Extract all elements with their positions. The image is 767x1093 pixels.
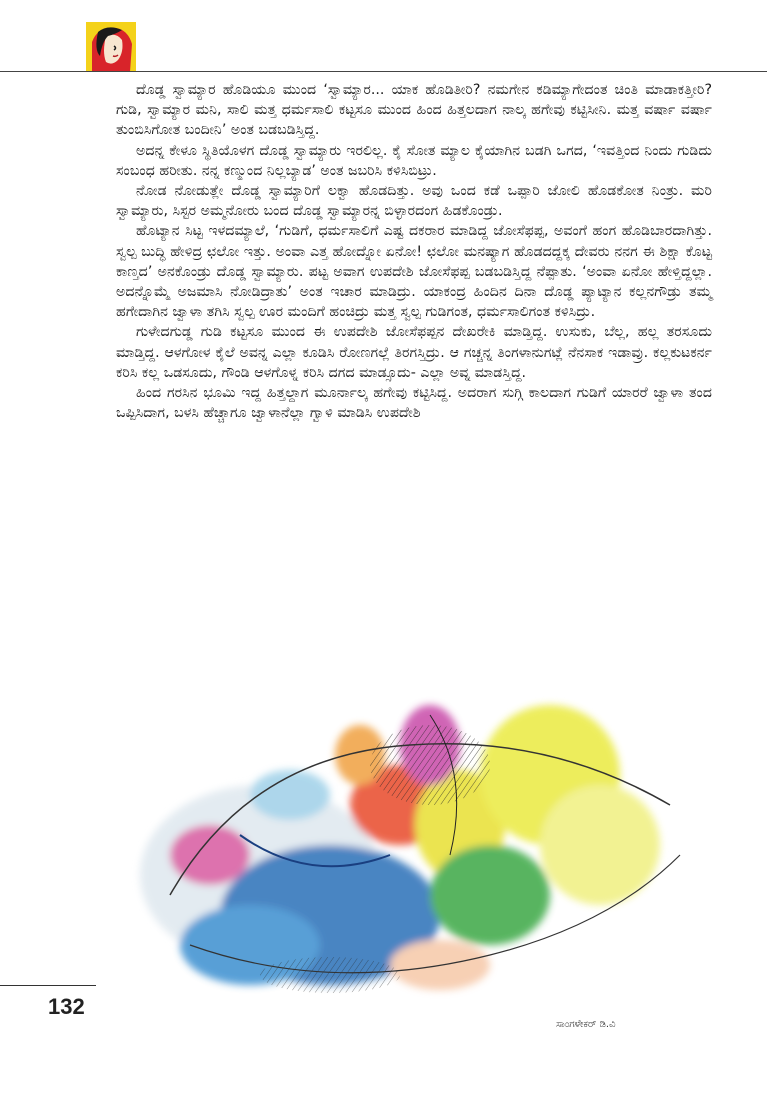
page-number: 132: [48, 994, 85, 1019]
article-body: [116, 80, 712, 423]
paragraph: ನೋಡ ನೋಡುತ್ಲೇ ದೊಡ್ಡ ಸ್ವಾಮ್ಯಾರಿಗೆ ಲಕ್ವಾ ಹೊಡದಿತ್ತು. ಅವು ಒಂದ ಕಡೆ ಒಪ್ಪಾರಿ ಜೋಲಿ ಹೊಡಕೋತ ನಿಂತ್ರು. ಮರಿ ಸ್ವಾಮ್ಯಾರು, ಸಿಸ್ಟರ ಅಮ್ಮನೋರು ಬಂದ ದೊಡ್ಡ ಸ್ವಾಮ್ಯಾರನ್ನ ಬಿಳ್ಳಾರದಂಗ ಹಿಡಕೊಂಡ್ರು.: [116, 183, 712, 220]
header-divider: [0, 71, 767, 72]
stylized-face-logo-icon: [86, 22, 136, 72]
illustration-credit: ಸಾಂಗಳೇಕರ್ ಡಿ.ವಿ: [556, 1019, 616, 1030]
paragraph: ಹೊಟ್ಯಾನ ಸಿಟ್ಟ ಇಳದಮ್ಯಾಲೆ, ‘ಗುಡಿಗೆ, ಧರ್ಮಸಾಲಿಗೆ ಎಷ್ಟ ದಕರಾರ ಮಾಡಿದ್ದ ಜೋಸೆಫಪ್ಪ, ಅವಂಗೆ ಹಂಗ ಹೊಡಿಬಾರದಾಗಿತ್ತು. ಸ್ವಲ್ಪ ಬುದ್ಧಿ ಹೇಳಿದ್ರ ಛಲೋ ಇತ್ತು. ಅಂವಾ ಎತ್ತ ಹೋದ್ನೋ ಏನೋ! ಛಲೋ ಮನಷ್ಯಾಗ ಹೊಡದದ್ದಕ್ಕ ದೇವರು ನನಗ ಈ ಶಿಕ್ಷಾ ಕೊಟ್ಟ ಕಾಣ್ತದ’ ಅನಕೊಂಡ್ರು ದೊಡ್ಡ ಸ್ವಾಮ್ಯಾರು. ಪಟ್ಟ ಅವಾಗ ಉಪದೇಶಿ ಜೋಸೆಫಪ್ಪ ಬಡಬಡಿಸ್ತಿದ್ದ ನೆಪ್ಪಾತು. ‘ಅಂವಾ ಏನೋ ಹೇಳ್ತಿದ್ದಲ್ಲಾ. ಅದನ್ನೊಮ್ಮೆ ಅಜಮಾಸಿ ನೋಡಿದ್ರಾತು’ ಅಂತ ಇಚಾರ ಮಾಡಿದ್ರು. ಯಾಕಂದ್ರ ಹಿಂದಿನ ದಿನಾ ದೊಡ್ಡ ಪ್ಯಾಟ್ಯಾನ ಕಲ್ಲನಗೌಡ್ರು ತಮ್ಮ ಹಗೇದಾಗಿನ ಜ್ವಾಳಾ ತಗಿಸಿ ಸ್ವಲ್ಪ ಊರ ಮಂದಿಗೆ ಹಂಚಿದ್ರು ಮತ್ತ ಸ್ವಲ್ಪ ಗುಡಿಗಂತ, ಧರ್ಮಸಾಲಿಗಂತ ಕಳಿಸಿದ್ರು.: [116, 223, 712, 321]
watercolor-abstract-illustration: [130, 655, 710, 1015]
footer-divider: [0, 985, 96, 986]
paragraph: ಅದನ್ನ ಕೇಳೂ ಸ್ಥಿತಿಯೊಳಗ ದೊಡ್ಡ ಸ್ವಾಮ್ಯಾರು ಇರಲಿಲ್ಲ. ಕೈ ಸೋತ ಮ್ಯಾಲ ಕೈಯಾಗಿನ ಬಡಗಿ ಒಗದ, ‘ಇವತ್ತಿಂದ ನಿಂದು ಗುಡಿದು ಸಂಬಂಧ ಹರೀತು. ನನ್ನ ಕಣ್ಮುಂದ ನಿಲ್ಲಬ್ಯಾಡ’ ಅಂತ ಜಬರಿಸಿ ಕಳಿಸಿಬಿಟ್ರು.: [116, 142, 712, 179]
paragraph: ದೊಡ್ಡ ಸ್ವಾಮ್ಯಾರ ಹೊಡಿಯೂ ಮುಂದ ‘ಸ್ವಾಮ್ಯಾರ... ಯಾಕ ಹೊಡಿತೀರಿ? ನಮಗೇನ ಕಡಿಮ್ಯಾಗೇದಂತ ಚಿಂತಿ ಮಾಡಾಕತ್ತೀರಿ? ಗುಡಿ, ಸ್ವಾಮ್ಯಾರ ಮನಿ, ಸಾಲಿ ಮತ್ತ ಧರ್ಮಸಾಲಿ ಕಟ್ಟಸೂ ಮುಂದ ಹಿಂದ ಹಿತ್ತಲದಾಗ ನಾಲ್ಕ ಹಗೇವು ಕಟ್ಟಿಸೀನಿ. ಮತ್ತ ವರ್ಷಾ ವರ್ಷಾ ತುಂಬಿಸಿಗೋತ ಬಂದೀನಿ’ ಅಂತ ಬಡಬಡಿಸ್ತಿದ್ದ.: [116, 82, 712, 139]
paragraph: ಹಿಂದ ಗರಸಿನ ಭೂಮಿ ಇದ್ದ ಹಿತ್ತಲ್ದಾಗ ಮೂರ್ನಾಲ್ಕ ಹಗೇವು ಕಟ್ಟಿಸಿದ್ದ. ಅದರಾಗ ಸುಗ್ಗಿ ಕಾಲದಾಗ ಗುಡಿಗೆ ಯಾರರೆ ಜ್ವಾಳಾ ತಂದ ಒಪ್ಪಿಸಿದಾಗ, ಬಳಸಿ ಹೆಚ್ಚಾಗೂ ಜ್ವಾಳಾನೆಲ್ಲಾ ಗ್ವಾಳಿ ಮಾಡಿಸಿ ಉಪದೇಶಿ: [116, 385, 712, 422]
paragraph: ಗುಳೇದಗುಡ್ಡ ಗುಡಿ ಕಟ್ಟಸೂ ಮುಂದ ಈ ಉಪದೇಶಿ ಜೋಸೆಫಪ್ಪನ ದೇಖರೇಕಿ ಮಾಡ್ತಿದ್ದ. ಉಸುಕು, ಬೆಲ್ಲ, ಹಲ್ಲ ತರಸೂದು ಮಾಡ್ತಿದ್ದ. ಆಳಗೋಳ ಕೈಲೆ ಅವನ್ನ ಎಲ್ಲಾ ಕೂಡಿಸಿ ರೋಣಗಲ್ಲೆ ತಿರಗಸ್ತಿದ್ರು. ಆ ಗಚ್ಚನ್ನ ತಿಂಗಳಾನುಗಟ್ಲೆ ನೆನಸಾಕ ಇಡಾವ್ರು. ಕಲ್ಲಕುಟಕರ್ನ ಕರಿಸಿ ಕಲ್ಲ ಒಡಸೂದು, ಗೌಂಡಿ ಆಳಗೊಳ್ನ ಕರಿಸಿ ದಗದ ಮಾಡ್ಸೂದು- ಎಲ್ಲಾ ಅವ್ನ ಮಾಡಸ್ತಿದ್ದ.: [116, 324, 712, 381]
